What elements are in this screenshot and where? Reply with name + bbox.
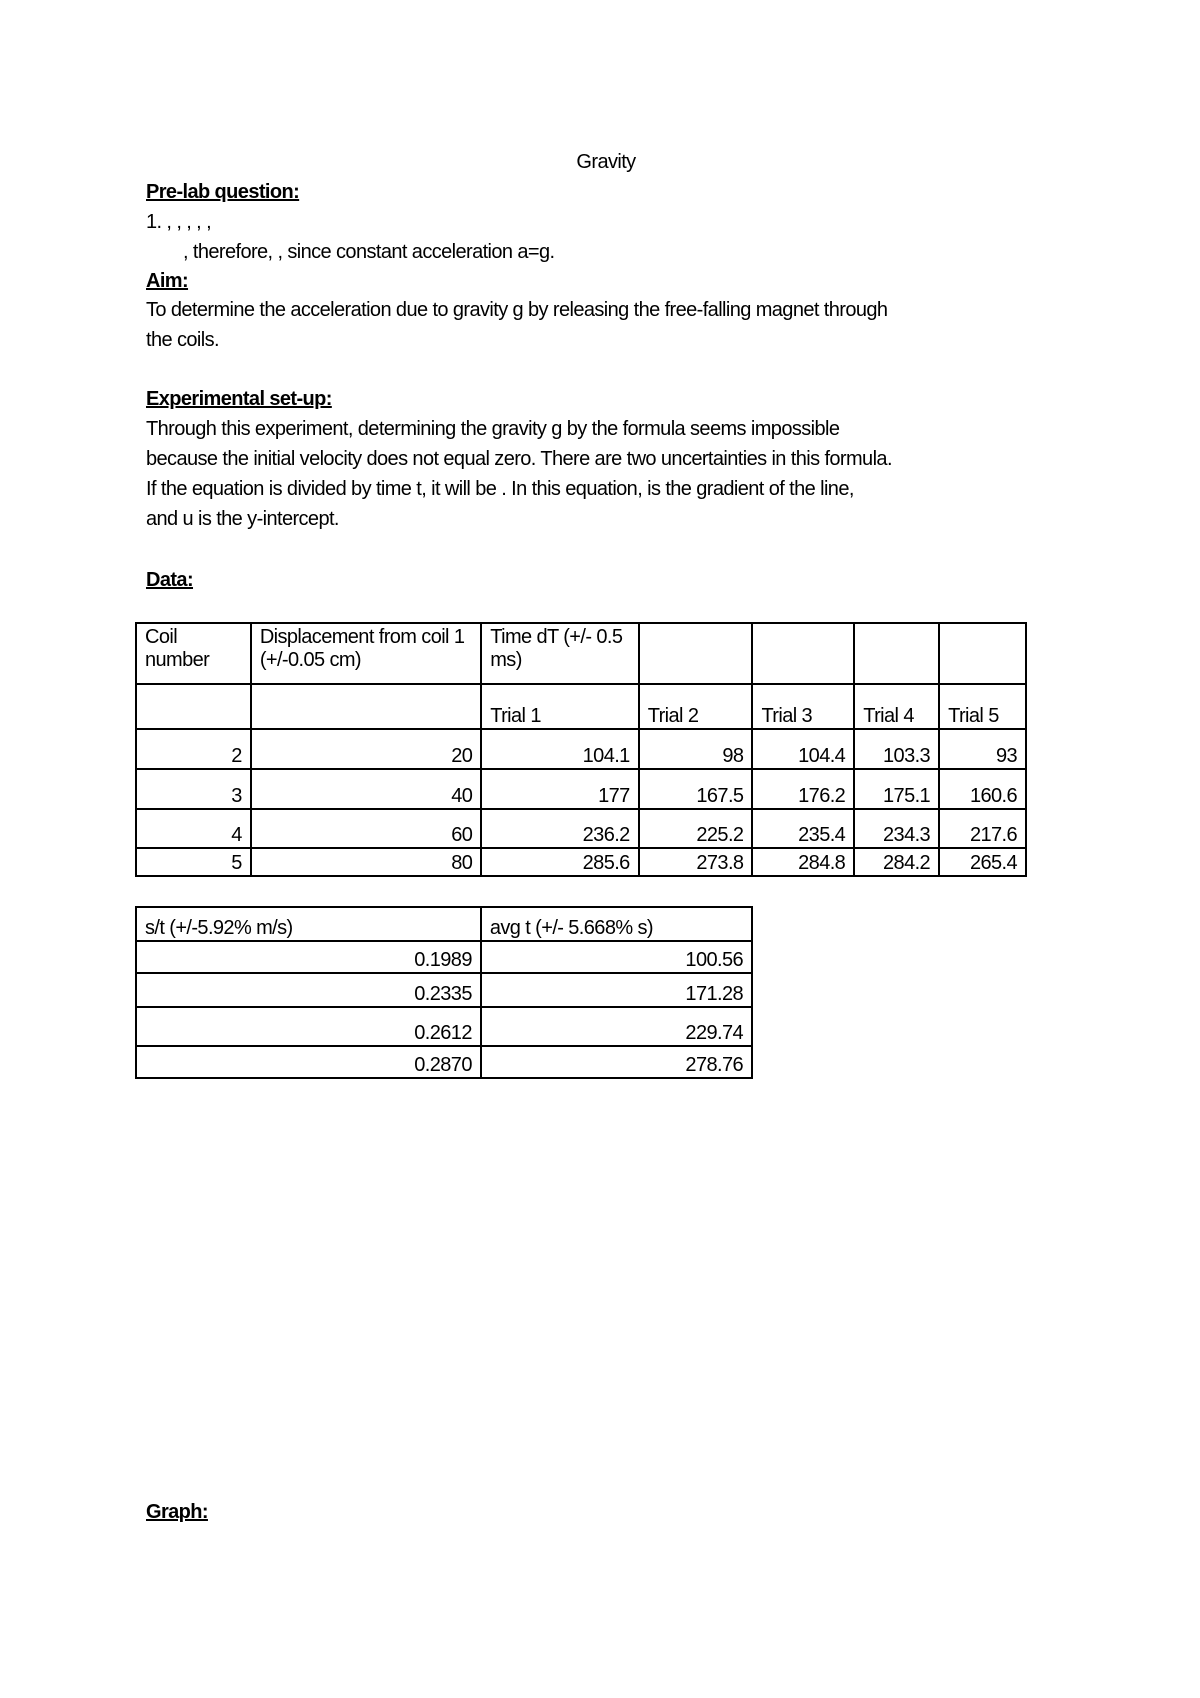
cell: 0.1989 [136,941,481,973]
cell: 234.3 [854,809,939,848]
setup-heading: Experimental set-up: [146,388,332,410]
timing-table [135,622,1027,877]
aim-text-2: the coils. [146,329,219,351]
table-row [136,848,1026,876]
table-row [136,941,752,973]
table-header-row [136,907,752,941]
trial-header: Trial 2 [639,684,753,729]
data-heading: Data: [146,569,194,591]
trial-header: Trial 5 [939,684,1026,729]
cell: 175.1 [854,769,939,809]
trial-header: Trial 1 [481,684,638,729]
table-row [136,729,1026,769]
header-coil: Coil number [136,623,251,684]
setup-text-3: If the equation is divided by time t, it will be . In this equation, is the gradient of the line, [146,478,854,500]
table-row [136,973,752,1007]
trial-header-row [136,684,1026,729]
cell: 284.8 [752,848,854,876]
cell: 93 [939,729,1026,769]
table-row [136,809,1026,848]
setup-text-2: because the initial velocity does not equal zero. There are two uncertainties in this formula. [146,448,892,470]
cell: 98 [639,729,753,769]
table-header-row [136,623,1026,684]
aim-heading: Aim: [146,270,189,292]
cell: 217.6 [939,809,1026,848]
aim-text-1: To determine the acceleration due to gravity g by releasing the free-falling magnet through [146,299,888,321]
cell: 2 [136,729,251,769]
cell: 229.74 [481,1007,752,1046]
cell: 40 [251,769,481,809]
cell: 104.1 [481,729,638,769]
cell: 278.76 [481,1046,752,1078]
cell: 273.8 [639,848,753,876]
cell: 177 [481,769,638,809]
header-avg-time: avg t (+/- 5.668% s) [481,907,752,941]
trial-header: Trial 3 [752,684,854,729]
cell: 285.6 [481,848,638,876]
cell: 160.6 [939,769,1026,809]
table-row [136,1007,752,1046]
cell: 104.4 [752,729,854,769]
cell: 176.2 [752,769,854,809]
header-speed: s/t (+/-5.92% m/s) [136,907,481,941]
prelab-heading: Pre-lab question: [146,181,300,203]
cell: 0.2612 [136,1007,481,1046]
cell: 20 [251,729,481,769]
cell: 236.2 [481,809,638,848]
cell: 100.56 [481,941,752,973]
cell: 3 [136,769,251,809]
average-table [135,906,753,1079]
cell: 103.3 [854,729,939,769]
cell: 225.2 [639,809,753,848]
setup-text-1: Through this experiment, determining the gravity g by the formula seems impossible [146,418,840,440]
cell: 167.5 [639,769,753,809]
cell: 284.2 [854,848,939,876]
cell: 235.4 [752,809,854,848]
cell: 265.4 [939,848,1026,876]
cell: 171.28 [481,973,752,1007]
cell: 5 [136,848,251,876]
page-title: Gravity [576,151,636,173]
cell: 4 [136,809,251,848]
table-row [136,769,1026,809]
prelab-line-1: 1. , , , , , [146,211,212,233]
cell: 80 [251,848,481,876]
header-displacement: Displacement from coil 1 (+/-0.05 cm) [251,623,481,684]
cell: 0.2335 [136,973,481,1007]
setup-text-4: and u is the y-intercept. [146,508,339,530]
cell: 0.2870 [136,1046,481,1078]
table-row [136,1046,752,1078]
graph-heading: Graph: [146,1501,208,1523]
prelab-line-2: , therefore, , since constant acceleration a=g. [183,241,555,263]
trial-header: Trial 4 [854,684,939,729]
header-time: Time dT (+/- 0.5 ms) [481,623,638,684]
cell: 60 [251,809,481,848]
